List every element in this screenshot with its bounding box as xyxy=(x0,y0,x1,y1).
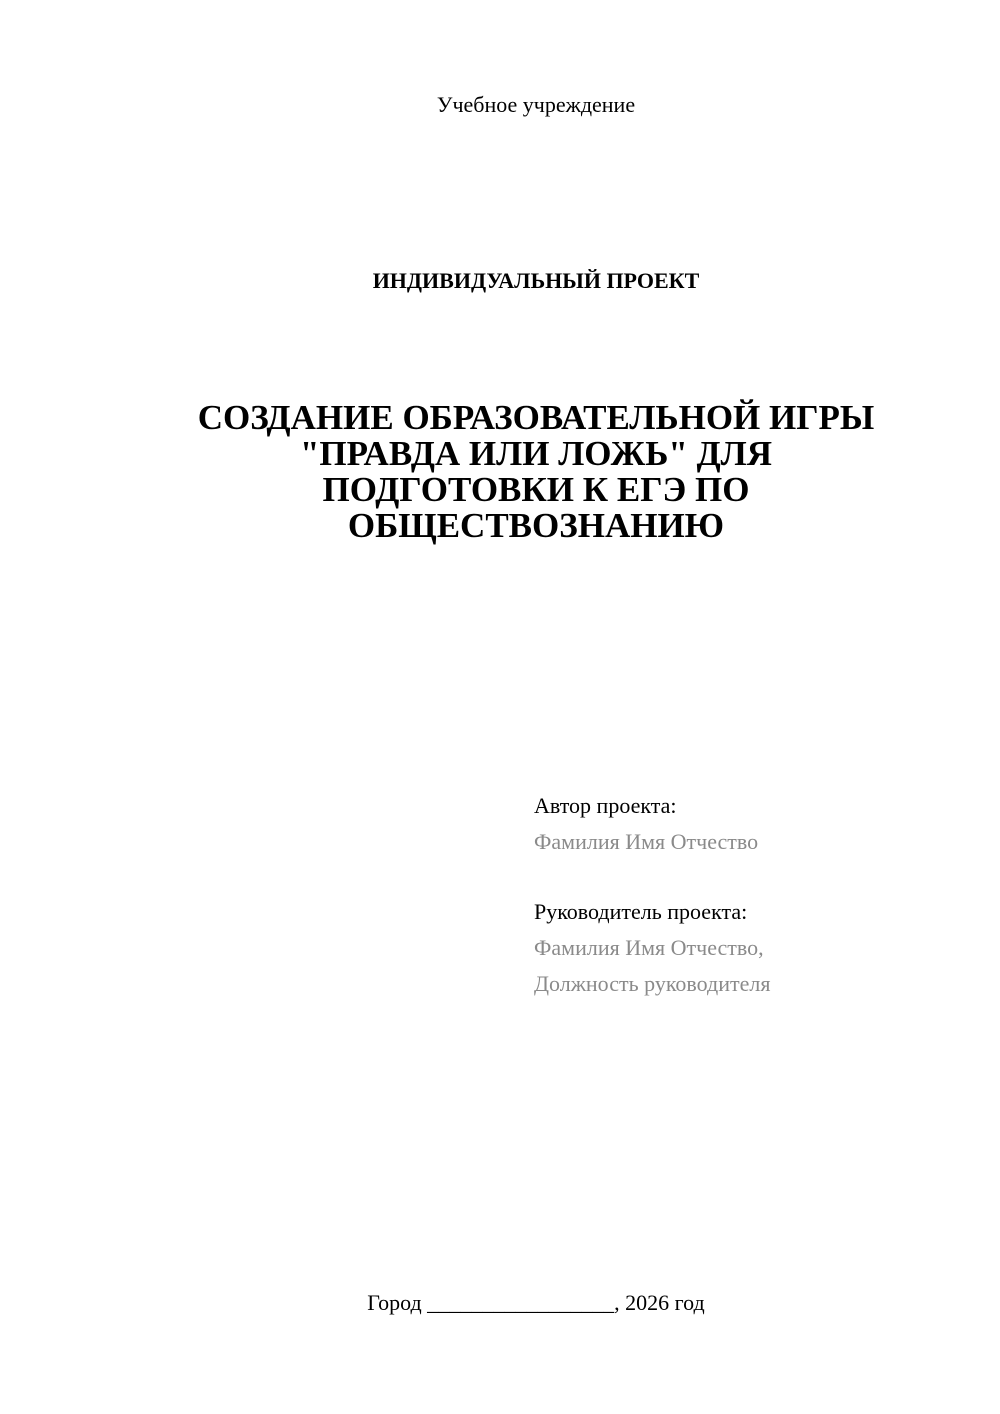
city-year-line: Город _________________, 2026 год xyxy=(367,1290,705,1315)
credits-block xyxy=(534,788,974,1036)
supervisor-name: Фамилия Имя Отчество, xyxy=(534,935,764,960)
supervisor-block xyxy=(534,894,974,1002)
author-label: Автор проекта: xyxy=(534,793,677,818)
institution-name: Учебное учреждение xyxy=(436,92,636,117)
project-title xyxy=(140,400,932,544)
supervisor-label: Руководитель проекта: xyxy=(534,899,748,924)
author-block xyxy=(534,788,974,860)
project-title-line: ОБЩЕСТВОЗНАНИЮ xyxy=(347,506,725,545)
project-title-line: "ПРАВДА ИЛИ ЛОЖЬ" ДЛЯ xyxy=(299,434,773,473)
author-name: Фамилия Имя Отчество xyxy=(534,829,759,854)
project-title-line: ПОДГОТОВКИ К ЕГЭ ПО xyxy=(322,470,750,509)
project-title-line: СОЗДАНИЕ ОБРАЗОВАТЕЛЬНОЙ ИГРЫ xyxy=(197,398,875,437)
supervisor-position: Должность руководителя xyxy=(534,971,771,996)
document-type: ИНДИВИДУАЛЬНЫЙ ПРОЕКТ xyxy=(372,268,700,293)
